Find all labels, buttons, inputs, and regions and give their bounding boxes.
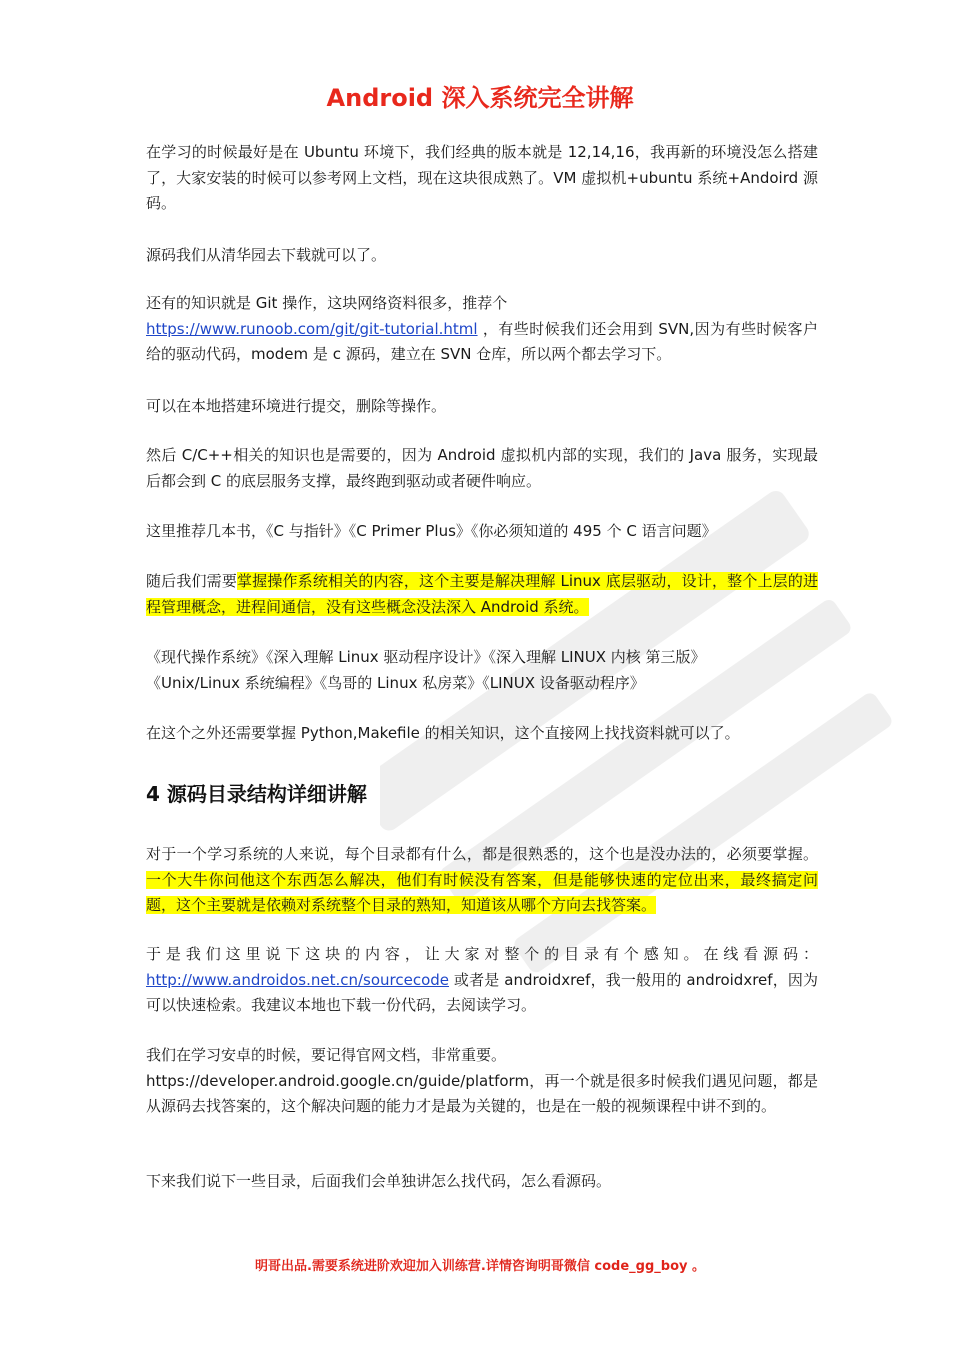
highlighted-directory-text: 一个大牛你问他这个东西怎么解决，他们有时候没有答案，但是能够快速的定位出来，最终搞定问题，这个主要就是依赖对系统整个目录的熟知，知道该从哪个方向去找答案。 — [146, 870, 818, 914]
official-docs-line-1: 我们在学习安卓的时候，要记得官网文档，非常重要。 — [146, 1046, 507, 1064]
paragraph-os — [146, 569, 818, 620]
paragraph-online-source-text: 于是我们这里说下这块的内容，让大家对整个的目录有个感知。在线看源码： — [146, 945, 818, 963]
paragraph-os-text: 随后我们需要 — [146, 572, 238, 590]
androidos-source-link[interactable]: http://www.androidos.net.cn/sourcecode — [146, 970, 450, 989]
paragraph-online-source-after: 或者是 androidxref，我一般用的 androidxref，因为可以快速检索。我建议本地也下载一份代码，去阅读学习。 — [146, 970, 818, 1014]
official-docs-rest: https://developer.android.google.cn/guide/platform，再一个就是很多时候我们遇见问题，都是从源码去找答案的，这个解决问题的能力才是最为关键的，也是在一般的视频课程中讲不到的。 — [146, 1071, 818, 1115]
paragraph-git-text-after: ，有些时候我们还会用到 SVN,因为有些时候客户给的驱动代码，modem 是 c 源码，建立在 SVN 仓库，所以两个都去学习下。 — [146, 319, 818, 363]
footer-promo: 明哥出品.需要系统进阶欢迎加入训练营.详情咨询明哥微信 code_gg_boy 。 — [254, 1259, 705, 1274]
paragraph-local-env: 可以在本地搭建环境进行提交，删除等操作。 — [146, 397, 447, 415]
document-title: Android 深入系统完全讲解 — [326, 84, 634, 112]
paragraph-books-os — [146, 645, 818, 696]
books-os-line-2: 《Unix/Linux 系统编程》《鸟哥的 Linux 私房菜》《LINUX 设备驱动程序》 — [146, 673, 645, 692]
runoob-git-link[interactable]: https://www.runoob.com/git/git-tutorial.html — [146, 319, 478, 338]
paragraph-git — [146, 291, 818, 368]
paragraph-environment: 在学习的时候最好是在 Ubuntu 环境下，我们经典的版本就是 12,14,16，我再新的环境没怎么搭建了，大家安装的时候可以参考网上文档，现在这块很成熟了。VM 虚拟机+ubuntu 系统+Andoird 源码。 — [146, 143, 818, 212]
paragraph-download: 源码我们从清华园去下载就可以了。 — [146, 246, 387, 264]
paragraph-directory-text: 对于一个学习系统的人来说，每个目录都有什么，都是很熟悉的，这个也是没办法的，必须要掌握。 — [146, 845, 818, 863]
paragraph-directory — [146, 842, 818, 919]
paragraph-books-c: 这里推荐几本书，《C 与指针》《C Primer Plus》《你必须知道的 495 个 C 语言问题》 — [146, 522, 717, 540]
section-heading: 4 源码目录结构详细讲解 — [146, 782, 367, 806]
paragraph-official-docs — [146, 1043, 818, 1120]
paragraph-online-source — [146, 942, 818, 1019]
paragraph-python: 在这个之外还需要掌握 Python,Makefile 的相关知识，这个直接网上找找资料就可以了。 — [146, 724, 740, 742]
highlighted-os-text: 掌握操作系统相关的内容，这个主要是解决理解 Linux 底层驱动，设计，整个上层的进程管理概念，进程间通信，没有这些概念没法深入 Android 系统。 — [146, 572, 818, 616]
paragraph-c-cpp: 然后 C/C++相关的知识也是需要的，因为 Android 虚拟机内部的实现，我们的 Java 服务，实现最后都会到 C 的底层服务支撑，最终跑到驱动或者硬件响应。 — [146, 446, 818, 490]
paragraph-next: 下来我们说下一些目录，后面我们会单独讲怎么找代码，怎么看源码。 — [146, 1172, 612, 1190]
books-os-line-1: 《现代操作系统》《深入理解 Linux 驱动程序设计》《深入理解 LINUX 内核 第三版》 — [146, 648, 706, 666]
paragraph-git-text: 还有的知识就是 Git 操作，这块网络资料很多，推荐个 — [146, 294, 508, 312]
